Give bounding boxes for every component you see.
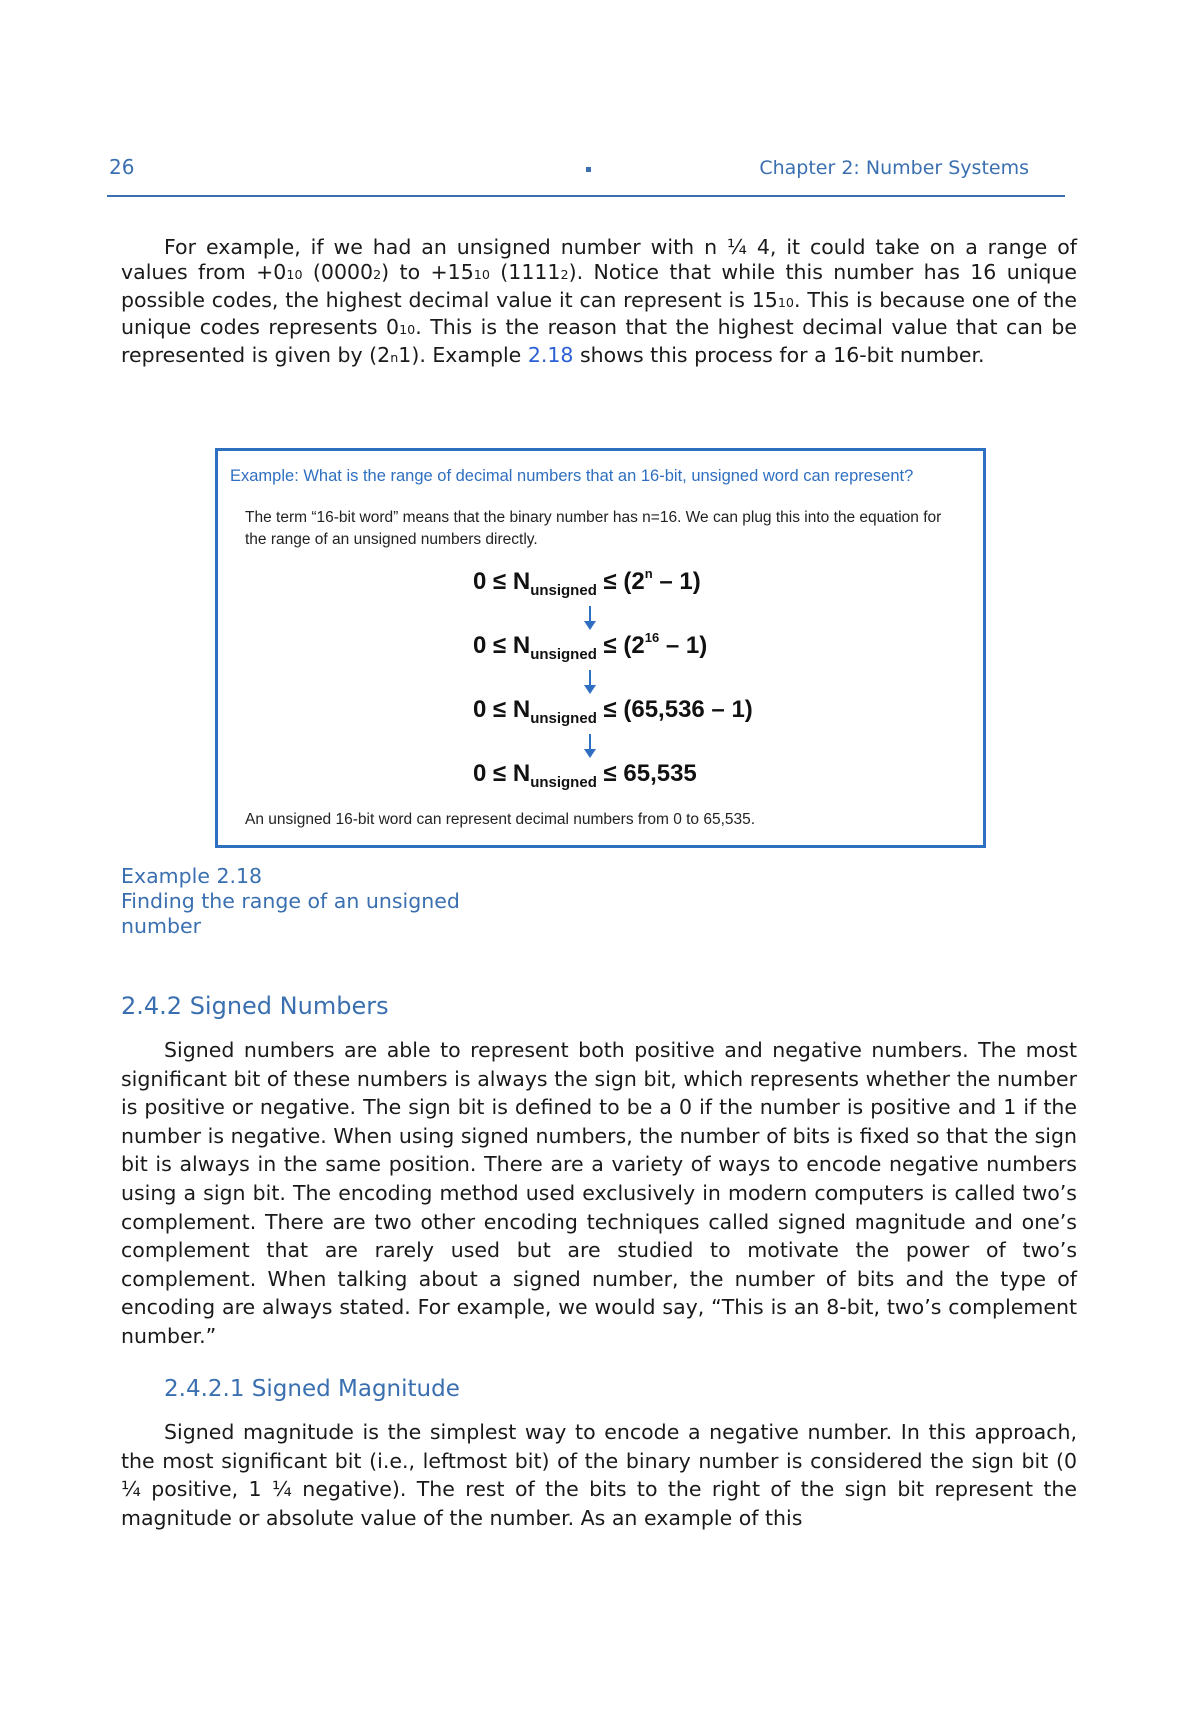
example-conclusion: An unsigned 16-bit word can represent decimal numbers from 0 to 65,535. [245, 811, 756, 828]
figure-caption [121, 864, 521, 939]
example-figure [215, 448, 986, 848]
header-separator-dot [586, 167, 591, 172]
equation-1: $0 \le N_{unsigned} \le (2^n - 1)$ [473, 566, 701, 599]
equation-4: $0 \le N_{unsigned} \le 65,535$ [473, 760, 697, 791]
down-arrow-icon [584, 670, 596, 696]
down-arrow-icon [584, 734, 596, 760]
section-heading: 2.4.2 Signed Numbers [121, 992, 389, 1020]
subsection-heading: 2.4.2.1 Signed Magnitude [164, 1376, 460, 1402]
signed-numbers-paragraph: Signed numbers are able to represent both positive and negative numbers. The most significant bit of these numbers is always the sign bit, which represents whether the number is positive or negative. The sign bit is defined to be a 0 if the number is positive and 1 if the number is negative. When using signed numbers, the number of bits is fixed so that the sign bit is always in the same position. There are a variety of ways to encode negative numbers using a sign bit. The encoding method used exclusively in modern computers is called two’s complement. There are two other encoding techniques called signed magnitude and one’s complement that are rarely used but are studied to motivate the power of two’s complement. When talking about a signed number, the number of bits and the type of encoding are always stated. For example, we would say, “This is an 8-bit, two’s complement number.” [121, 1038, 1077, 1348]
equation-2: $0 \le N_{unsigned} \le (2^{16} - 1)$ [473, 630, 708, 663]
caption-title: Finding the range of an unsigned number [121, 889, 460, 938]
page-number: 26 [109, 155, 135, 179]
example-link[interactable]: 2.18 [527, 343, 574, 368]
example-title: Example: What is the range of decimal numbers that an 16-bit, unsigned word can represent? [230, 467, 914, 485]
intro-paragraph: For example, if we had an unsigned number with n ¼ 4, it could take on a range of values from +010 (00002) to +1510 (11112). Notice that while this number has 16 unique possible codes, the highest decimal value it can represent is 1510. This is because one of the unique codes represents 010. This is the reason that the highest decimal value that can be represented is given by (2n1). Example 2.18 shows this process for a 16-bit number. [121, 235, 1078, 368]
example-intro: The term “16-bit word” means that the binary number has n=16. We can plug this into the equation for the range of an unsigned numbers directly. [245, 509, 942, 548]
chapter-title: Chapter 2: Number Systems [759, 157, 1029, 179]
caption-label: Example 2.18 [121, 864, 263, 888]
page-header [107, 155, 1065, 197]
signed-magnitude-paragraph: Signed magnitude is the simplest way to encode a negative number. In this approach, the most significant bit (i.e., leftmost bit) of the binary number is considered the sign bit (0 ¼ positive, 1 ¼ negative). The rest of the bits to the right of the sign bit represent the magnitude or absolute value of the number. As an example of this [121, 1420, 1077, 1530]
down-arrow-icon [584, 606, 596, 632]
equation-3: $0 \le N_{unsigned} \le (65,536 - 1)$ [473, 696, 753, 727]
